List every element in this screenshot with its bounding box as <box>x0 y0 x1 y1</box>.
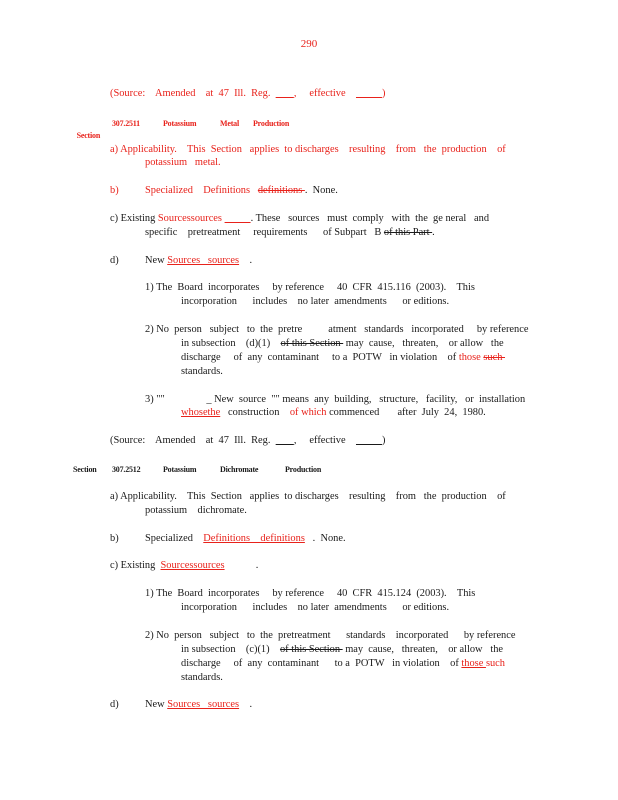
item-1-line-1: 1) The Board incorporates by reference 40 CFR 415.124 (2003). This <box>145 588 476 599</box>
item-3-lead: 3) "" <box>145 394 207 405</box>
item-2-line-2a: in subsection (d)(1) <box>181 338 281 349</box>
item-1-line-2: incorporation includes no later amendments or editions. <box>181 296 450 307</box>
struck-this-part: of this Part <box>383 227 433 238</box>
subsection-c-end: . <box>432 227 435 238</box>
date-blank <box>356 435 382 446</box>
source-lead: (Source: Amended at 47 Ill. Reg. <box>110 88 276 99</box>
definitions-text: Specialized Definitions <box>145 185 251 196</box>
source-note-2 <box>110 435 385 447</box>
item-2-line-3a: discharge of any contaminant to a POTW in violation of <box>181 658 462 669</box>
whosethe-insert: whosethe <box>181 407 221 418</box>
struck-this-section: of this Section <box>280 338 344 349</box>
reg-blank <box>276 435 294 446</box>
subsection-d-tail: . <box>239 255 253 266</box>
subsection-b-text <box>145 185 338 197</box>
item-2-line-2 <box>181 338 504 350</box>
subsection-c-line-2-text: specific pretreatment requirements of Subpart B <box>145 227 384 238</box>
section-word: Section <box>76 131 101 140</box>
item-2-line-3a: discharge of any contaminant to a POTW in violation of <box>181 352 459 363</box>
subsection-a-line-2: potassium dichromate. <box>145 505 247 516</box>
item-3-line-2 <box>181 407 486 419</box>
source-note-1 <box>110 88 385 100</box>
item-2-line-1: 2) No person subject to the pretre atment standards incorporated by reference <box>145 324 529 335</box>
sources-blank <box>225 213 251 224</box>
subsection-d-lead: New <box>145 255 168 266</box>
section-title-word-3: Production <box>253 119 290 128</box>
item-3-line-2c: commenced after July 24, 1980. <box>329 407 486 418</box>
source-close: ) <box>381 435 386 446</box>
section-heading-2511 <box>73 118 100 142</box>
section-title-word-2: Metal <box>220 119 239 128</box>
item-1-line-2: incorporation includes no later amendments or editions. <box>181 602 450 613</box>
item-2-line-4: standards. <box>181 366 223 377</box>
those-insert: those <box>461 658 486 669</box>
subsection-d-tail: . <box>239 699 253 710</box>
definitions-insert: Definitions definitions <box>203 533 305 544</box>
subsection-c-tail: . These sources must comply with the ge neral and <box>250 213 490 224</box>
item-3-line-1 <box>145 394 525 406</box>
subsection-c-lead: c) Existing <box>110 560 161 571</box>
those-insert: those <box>458 352 484 363</box>
item-3-mid: _ New source " <box>206 394 276 405</box>
section-number: 307.2512 <box>112 465 141 474</box>
subsection-b-text <box>145 533 346 545</box>
subsection-c-line-1 <box>110 213 489 225</box>
subsection-c-tail: . <box>224 560 259 571</box>
item-2-line-2b: may cause, threaten, or allow the <box>343 338 504 349</box>
section-number: 307.2511 <box>112 119 140 128</box>
section-title-word-1: Potassium <box>163 465 197 474</box>
source-mid: , effective <box>293 88 356 99</box>
page-number: 290 <box>300 38 318 50</box>
of-which-insert: of which <box>289 407 330 418</box>
subsection-b-tail: . None. <box>304 533 346 544</box>
subsection-a-line-1: a) Applicability. This Section applies to discharges resulting from the production of <box>110 491 506 502</box>
sources-insert: Sourcessources <box>160 560 225 571</box>
subsection-d-label: d) <box>110 255 119 266</box>
sources-insert: Sourcessources <box>157 213 222 224</box>
subsection-c-line-1 <box>110 560 258 572</box>
struck-definitions: definitions <box>257 185 305 196</box>
sources-insert: Sources sources <box>167 255 240 266</box>
date-blank <box>356 88 382 99</box>
section-title-word-3: Production <box>285 465 322 474</box>
subsection-c-lead: c) Existing <box>110 213 158 224</box>
subsection-a-line-1: a) Applicability. This Section applies to discharges resulting from the production of <box>110 144 506 155</box>
item-2-line-2a: in subsection (c)(1) <box>181 644 280 655</box>
section-title-word-1: Potassium <box>163 119 197 128</box>
section-title-word-2: Dichromate <box>220 465 259 474</box>
sources-insert: Sources sources <box>167 699 240 710</box>
item-2-line-1: 2) No person subject to the pretreatment standards incorporated by reference <box>145 630 516 641</box>
struck-this-section: of this Section <box>279 644 343 655</box>
item-2-line-4: standards. <box>181 672 223 683</box>
section-word: Section <box>73 465 97 474</box>
reg-blank <box>276 88 294 99</box>
item-2-line-2 <box>181 644 503 656</box>
item-1-line-1: 1) The Board incorporates by reference 40 CFR 415.116 (2003). This <box>145 282 475 293</box>
subsection-d-label: d) <box>110 699 119 710</box>
struck-such: such <box>483 352 505 363</box>
subsection-d-lead: New <box>145 699 168 710</box>
subsection-b-lead: Specialized <box>145 533 204 544</box>
subsection-b-tail: . None. <box>304 185 338 196</box>
subsection-c-line-2 <box>145 227 435 239</box>
subsection-d-text <box>145 699 252 711</box>
subsection-d-text <box>145 255 252 267</box>
item-2-line-3 <box>181 658 505 670</box>
item-3-mid-2: " means any building, structure, facility, or installation <box>275 394 526 405</box>
item-2-line-2b: may cause, threaten, or allow the <box>342 644 504 655</box>
source-close: ) <box>381 88 386 99</box>
item-2-line-3 <box>181 352 505 364</box>
source-mid: , effective <box>293 435 356 446</box>
source-lead: (Source: Amended at 47 Ill. Reg. <box>110 435 276 446</box>
subsection-a-line-2: potassium metal. <box>145 157 221 168</box>
item-3-line-2b: construction <box>220 407 290 418</box>
subsection-b-label: b) <box>110 533 119 544</box>
such-text: such <box>485 658 505 669</box>
subsection-b-label: b) <box>110 185 119 196</box>
